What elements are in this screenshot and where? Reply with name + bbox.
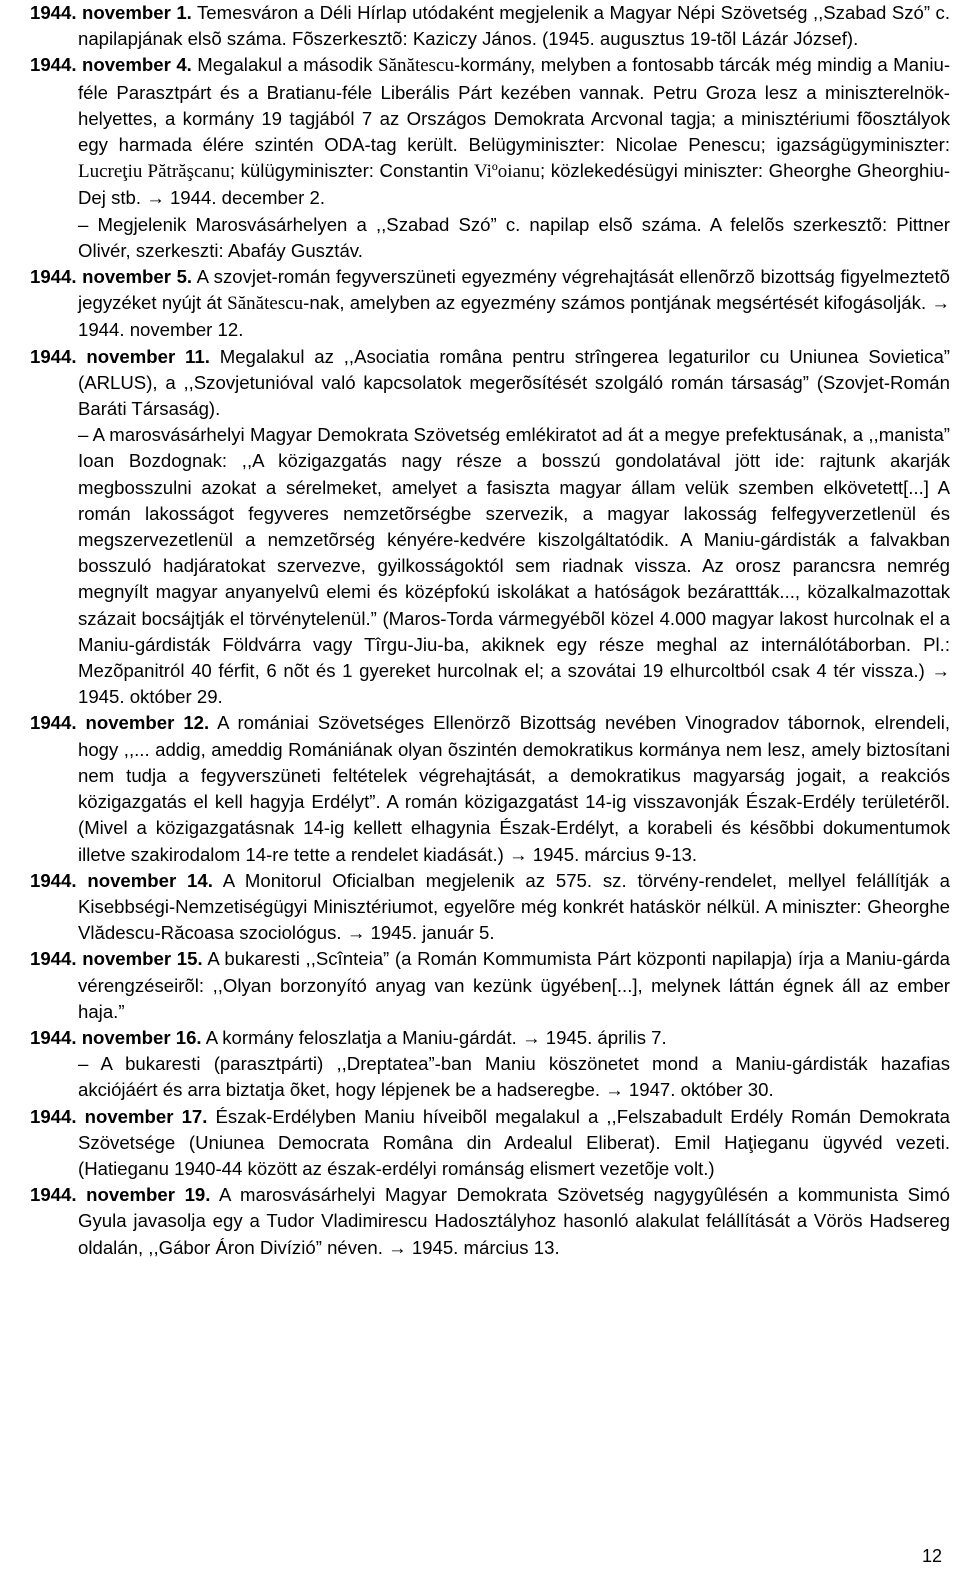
entry-date: 1944. november 12. — [30, 712, 210, 734]
chronology-text — [30, 0, 950, 1261]
entry-date: 1944. november 17. — [30, 1105, 208, 1127]
entry-date: 1944. november 16. — [30, 1026, 202, 1048]
entry-date: 1944. november 19. — [30, 1184, 211, 1206]
entry-1944-11-17 — [30, 1104, 950, 1183]
entry-text: Észak-Erdélyben Maniu híveibõl megalakul a ,,Felszabadult Erdély Román Demokrata Szövetsége (Uniunea Democrata Româna din Ardealul Eliberat). Emil Haţieganu ügyvéd vezeti. (Hatieganu 1940-44 között az észak-erdélyi románság elismert vezetõje volt.) — [78, 1105, 950, 1179]
entry-date: 1944. november 15. — [30, 948, 203, 970]
entry-text: A Monitorul Oficialban megjelenik az 575. sz. törvény-rendelet, mellyel felállítják a Kisebbségi-Nemzetiségügyi Minisztériumot, egyelõre még konkrét hatáskör nélkül. A miniszter: Gheorghe Vlădescu-Răcoasa szociológus. → 1945. január 5. — [78, 869, 951, 944]
entry-text: A romániai Szövetséges Ellenörzõ Bizottság nevében Vinogradov tábornok, elrendeli, hogy ,,... addig, ameddig Romániának olyan õszintén demokratikus kormánya nem lesz, amely biztosítani nem tudja a fegyverszüneti feltételek végrehajtását, a demokratikus magyarság jogait, a reakciós közigazgatás el kell hagyja Erdélyt”. A román közigazgatást 14-ig visszavonják Észak-Erdély területérõl. (Mivel a közigazgatásnak 14-ig kellett elhagynia Észak-Erdélyt, a korabeli és késõbbi dokumentumok illetve szakirodalom 14-re tette a rendelet kiadását.) → 1945. március 9-13. — [78, 712, 950, 865]
page-number: 12 — [922, 1546, 943, 1566]
entry-text: A kormány feloszlatja a Maniu-gárdát. → 1945. április 7. — [205, 1026, 667, 1048]
entry-1944-11-14 — [30, 868, 950, 947]
entry-subitem: – A bukaresti (parasztpárti) ,,Dreptatea”-ban Maniu köszönetet mond a Maniu-gárdisták hazafias akciójáért és arra biztatja õket, hogy lépjenek be a hadseregbe. → 1947. október 30. — [78, 1053, 950, 1101]
entry-date: 1944. november 1. — [30, 2, 192, 23]
entry-subitem: – Megjelenik Marosvásárhelyen a ,,Szabad Szó” c. napilap elsõ száma. A felelõs szerkesztõ: Pittner Olivér, szerkeszti: Abafáy Gusztáv. — [78, 213, 950, 261]
entry-text: Temesváron a Déli Hírlap utódaként megjelenik a Magyar Népi Szövetség ,,Szabad Szó” c. napilapjának elsõ száma. Fõszerkesztõ: Kaziczy János. (1945. augusztus 19-tõl Lázár József). — [78, 2, 950, 50]
entry-text: A marosvásárhelyi Magyar Demokrata Szövetség nagygyûlésén a kommunista Simó Gyula javasolja egy a Tudor Vladimirescu Hadosztályhoz hasonló alakulat felállítását a Vörös Hadsereg oldalán, ,,Gábor Áron Divízió” néven. → 1945. március 13. — [78, 1184, 951, 1258]
entry-text: Megalakul az ,,Asociatia româna pentru strîngerea legaturilor cu Uniunea Sovietica” (ARLUS), a ,,Szovjetunióval való kapcsolatok megerõsítését szolgáló román társaság” (Szovjet-Román Baráti Társaság). — [78, 345, 950, 420]
entry-1944-11-11 — [30, 344, 950, 423]
entry-date: 1944. november 14. — [30, 869, 213, 891]
entry-1944-11-15 — [30, 946, 950, 1025]
entry-text: A bukaresti ,,Scînteia” (a Román Kommumista Párt központi napilapja) írja a Maniu-gárda vérengzéseirõl: ,,Olyan borzonyító anyag van kezünk ügyében[...], melynek láttán égnek áll az ember haja.” — [78, 948, 951, 1022]
entry-date: 1944. november 5. — [30, 266, 193, 288]
entry-1944-11-05 — [30, 264, 950, 344]
entry-subitem: – A marosvásárhelyi Magyar Demokrata Szövetség emlékiratot ad át a megye prefektusának, a ,,manista” Ioan Bozdognak: ,,A közigazgatás nagy része a bosszú gondolatával jött ide: rajtunk akarják megbosszulni azokat a sérelmeket, amelyet a fasiszta magyar állam velük szemben elkövetett[...] A román lakosságot fegyveres nemzetõrségbe szervezik, a magyar lakosság felfegyverzetlenül és megszervezetlenül a nemzetõrség kényére-kedvére kiszolgáltatódik. A Maniu-gárdisták a falvakban bosszuló hadjáratokat szervezve, gyilkosságoktól sem riadnak vissza. Az orosz parancsra nemrég megnyílt magyar anyanyelvû elemi és középfokú iskolákat a hatóságok bezárattták..., közalkalmazottak százait bocsájtják el törvénytelenül.” (Maros-Torda vármegyébõl közel 4.000 magyar lakost hurcolnak el a Maniu-gárdisták Földvárra vagy Tîrgu-Jiu-ba, akiknek egy része meghal az internálótáborban. Pl.: Mezõpanitról 40 férfit, 6 nõt és 1 gyereket hurcolnak el; a szovátai 19 elhurcoltból csak 4 tér vissza.) → 1945. október 29. — [78, 424, 950, 708]
entry-date: 1944. november 11. — [30, 345, 210, 367]
entry-1944-11-16 — [30, 1025, 950, 1051]
entry-text: Megalakul a második Sănătescu-kormány, melyben a fontosabb tárcák még mindig a Maniu-féle Parasztpárt és a Bratianu-féle Liberális Párt kezében vannak. Petru Groza lesz a miniszterelnök-helyettes, a kormány 19 tagjából 7 az Országos Demokrata Arcvonal tagja; a minisztériumi fõosztályok egy harmada élére szintén ODA-tag került. Belügyminiszter: Nicolae Penescu; igazságügyminiszter: Lucreţiu Pătrăşcanu; külügyminiszter: Constantin Viºoianu; közlekedésügyi miniszter: Gheorghe Gheorghiu-Dej stb. → 1944. december 2. — [78, 54, 951, 209]
entry-1944-11-01 — [30, 0, 950, 52]
entry-1944-11-04 — [30, 52, 950, 211]
entry-1944-11-12 — [30, 710, 950, 867]
entry-date: 1944. november 4. — [30, 54, 192, 76]
entry-1944-11-19 — [30, 1182, 950, 1261]
entry-text: A szovjet-román fegyverszüneti egyezmény végrehajtását ellenõrzõ bizottság figyelmeztetõ jegyzéket nyújt át Sănătescu-nak, amelyben az egyezmény számos pontjának megsértését kifogásolják. → 1944. november 12. — [78, 266, 951, 341]
